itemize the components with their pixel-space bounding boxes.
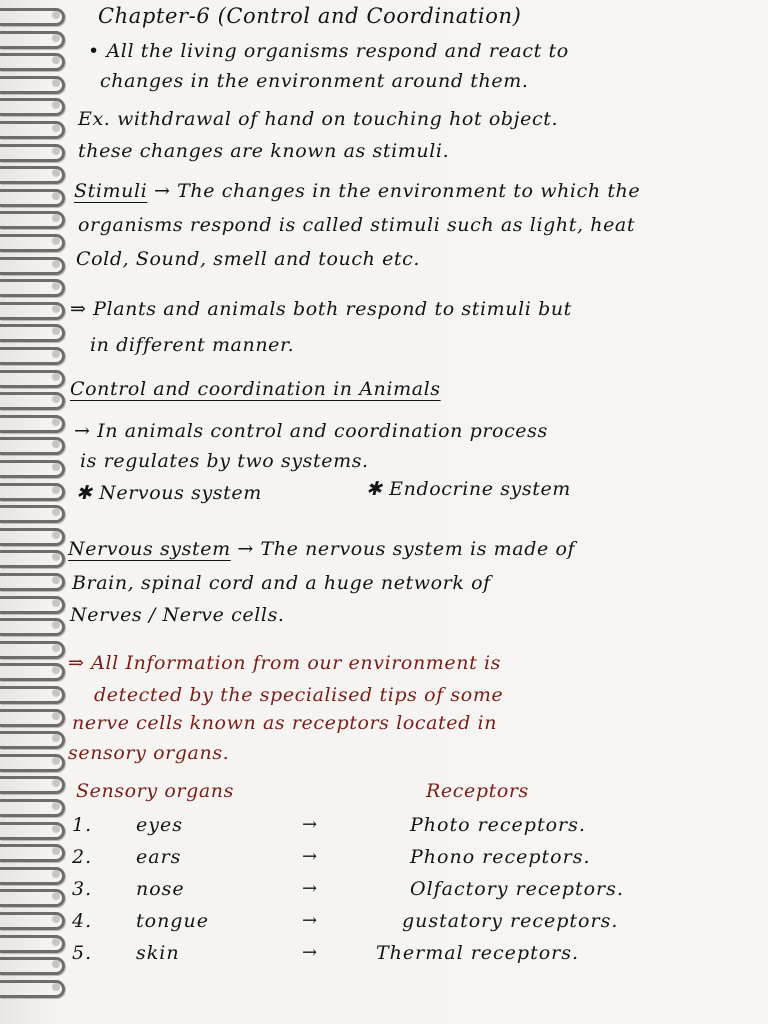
sensory-organ: ears	[136, 846, 182, 868]
punch-hole	[52, 870, 60, 878]
endocrine-system-item: ✱ Endocrine system	[366, 478, 571, 500]
note-line: Ex. withdrawal of hand on touching hot object.	[78, 108, 559, 130]
punch-hole	[52, 486, 60, 494]
punch-hole	[52, 124, 60, 132]
row-number: 3.	[72, 878, 93, 900]
punch-hole	[52, 418, 60, 426]
row-number: 1.	[72, 814, 93, 836]
plants-note: in different manner.	[90, 334, 295, 356]
note-line: these changes are known as stimuli.	[78, 140, 450, 162]
stimuli-definition-line	[74, 180, 640, 202]
punch-hole	[52, 192, 60, 200]
punch-hole	[52, 915, 60, 923]
punch-hole	[52, 237, 60, 245]
nervous-definition: Brain, spinal cord and a huge network of	[72, 572, 491, 594]
row-arrow: →	[302, 910, 318, 931]
punch-hole	[52, 531, 60, 539]
row-number: 2.	[72, 846, 93, 868]
info-note: ⇒ All Information from our environment is	[68, 652, 501, 674]
spiral-binding	[0, 0, 66, 1024]
animals-note: → In animals control and coordination process	[74, 420, 548, 442]
receptor-name: Phono receptors.	[410, 846, 591, 868]
table-header-organs: Sensory organs	[76, 780, 234, 802]
table-header-receptors: Receptors	[426, 780, 529, 802]
punch-hole	[52, 260, 60, 268]
nervous-definition: → The nervous system is made of	[237, 538, 576, 560]
punch-hole	[52, 938, 60, 946]
section-heading: Control and coordination in Animals	[70, 378, 441, 400]
stimuli-definition: Cold, Sound, smell and touch etc.	[76, 248, 421, 270]
punch-hole	[52, 11, 60, 19]
nervous-system-item: ✱ Nervous system	[76, 482, 262, 504]
row-number: 4.	[72, 910, 93, 932]
punch-hole	[52, 983, 60, 991]
sensory-organ: tongue	[136, 910, 209, 932]
nervous-definition: Nerves / Nerve cells.	[70, 604, 285, 626]
punch-hole	[52, 576, 60, 584]
stimuli-term: Stimuli	[74, 180, 148, 202]
row-arrow: →	[302, 942, 318, 963]
row-number: 5.	[72, 942, 93, 964]
punch-hole	[52, 757, 60, 765]
note-line: changes in the environment around them.	[100, 70, 529, 92]
receptor-name: Olfactory receptors.	[410, 878, 624, 900]
sensory-organ: nose	[136, 878, 185, 900]
stimuli-definition: organisms respond is called stimuli such as light, heat	[78, 214, 636, 236]
plants-note: ⇒ Plants and animals both respond to stimuli but	[70, 298, 572, 320]
page-title: Chapter-6 (Control and Coordination)	[98, 4, 522, 28]
nervous-term: Nervous system	[68, 538, 231, 560]
sensory-organ: eyes	[136, 814, 183, 836]
note-line: • All the living organisms respond and react to	[88, 40, 569, 62]
stimuli-definition: → The changes in the environment to which the	[153, 180, 641, 202]
punch-hole	[52, 463, 60, 471]
punch-hole	[52, 147, 60, 155]
row-arrow: →	[302, 846, 318, 867]
punch-hole	[52, 825, 60, 833]
punch-hole	[52, 644, 60, 652]
punch-hole	[52, 802, 60, 810]
punch-hole	[52, 79, 60, 87]
punch-hole	[52, 599, 60, 607]
info-note: detected by the specialised tips of some	[94, 684, 504, 706]
punch-hole	[52, 689, 60, 697]
punch-hole	[52, 712, 60, 720]
punch-hole	[52, 373, 60, 381]
animals-note: is regulates by two systems.	[80, 450, 369, 472]
info-note: sensory organs.	[68, 742, 230, 764]
receptor-name: Photo receptors.	[410, 814, 586, 836]
info-note: nerve cells known as receptors located in	[72, 712, 498, 734]
punch-hole	[52, 34, 60, 42]
receptor-name: gustatory receptors.	[402, 910, 619, 932]
punch-hole	[52, 305, 60, 313]
row-arrow: →	[302, 878, 318, 899]
sensory-organ: skin	[136, 942, 180, 964]
nervous-definition-line	[68, 538, 575, 560]
receptor-name: Thermal receptors.	[376, 942, 580, 964]
row-arrow: →	[302, 814, 318, 835]
punch-hole	[52, 350, 60, 358]
